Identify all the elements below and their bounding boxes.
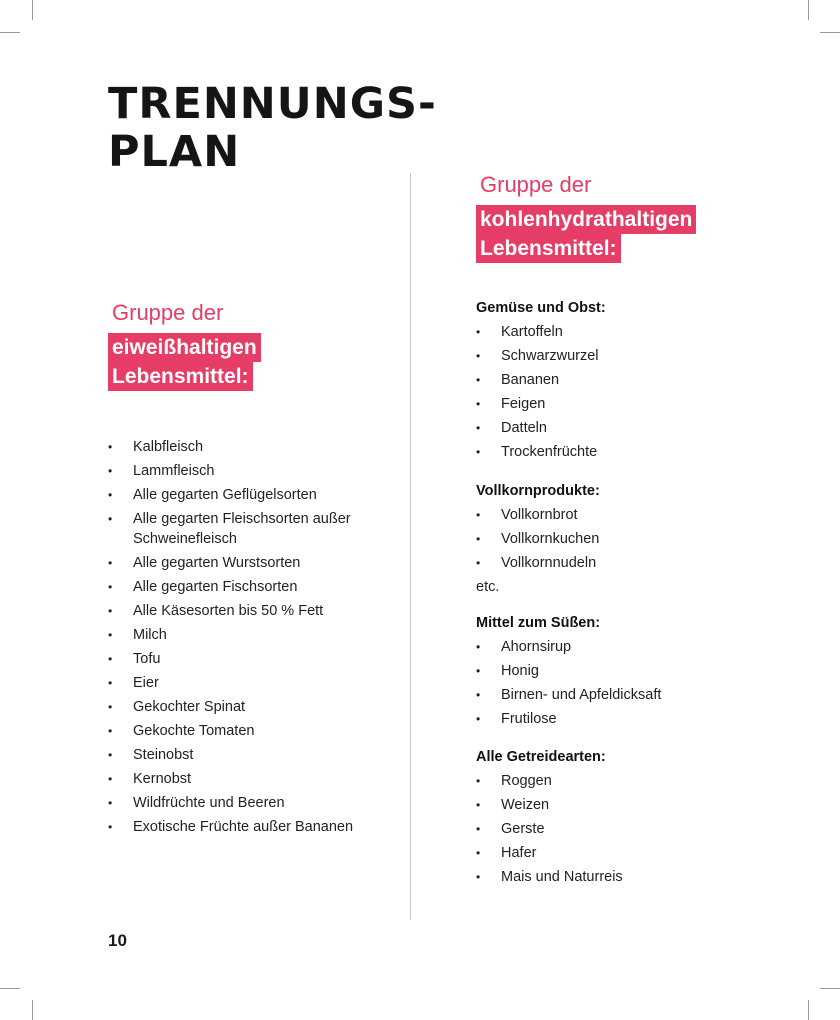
list-item (108, 649, 398, 669)
bullet-icon: • (476, 349, 481, 363)
list-item-text: Kartoffeln (501, 324, 563, 340)
bullet-icon: • (108, 748, 113, 762)
section-title: Vollkornprodukte: (476, 483, 600, 499)
list-item-text: Weizen (501, 797, 550, 813)
list-item-text: Wildfrüchte und Beeren (133, 795, 285, 811)
bullet-icon: • (108, 820, 113, 834)
list-item (108, 769, 398, 789)
section-list (476, 771, 623, 887)
list-item (476, 771, 623, 791)
carb-group-highlight-1: kohlenhydrathaltigen (476, 205, 696, 234)
bullet-icon: • (476, 508, 481, 522)
list-item-text: Trockenfrüchte (501, 444, 598, 460)
crop-mark-right-bottom (820, 988, 840, 989)
crop-mark-left-top (0, 32, 20, 33)
list-item (108, 745, 398, 765)
list-item-text: Eier (133, 675, 159, 691)
list-item (108, 721, 398, 741)
bullet-icon: • (108, 700, 113, 714)
section-wholegrain (476, 481, 600, 597)
list-item-text: Exotische Früchte außer Bananen (133, 819, 354, 835)
bullet-icon: • (476, 774, 481, 788)
crop-mark-top-right (808, 0, 809, 20)
list-item (476, 709, 661, 729)
bullet-icon: • (476, 421, 481, 435)
bullet-icon: • (108, 676, 113, 690)
bullet-icon: • (108, 772, 113, 786)
page-number: 10 (108, 931, 127, 950)
title-line-1: TRENNUNGS- (108, 79, 437, 129)
list-item-text: Schwarzwurzel (501, 348, 599, 364)
section-note: etc. (476, 579, 500, 595)
list-item-text: Gekochter Spinat (133, 699, 246, 715)
bullet-icon: • (476, 640, 481, 654)
bullet-icon: • (476, 846, 481, 860)
list-item (476, 685, 661, 705)
list-item (108, 625, 398, 645)
list-item (476, 795, 623, 815)
bullet-icon: • (476, 798, 481, 812)
section-list (476, 505, 600, 573)
bullet-icon: • (476, 556, 481, 570)
list-item-text: Ahornsirup (501, 639, 572, 655)
bullet-icon: • (108, 488, 113, 502)
bullet-icon: • (108, 604, 113, 618)
list-item (476, 867, 623, 887)
list-item-text: Alle gegarten Wurstsorten (133, 555, 301, 571)
list-item-text: Alle gegarten Geflügelsorten (133, 487, 317, 503)
bullet-icon: • (476, 325, 481, 339)
carb-group-prefix: Gruppe der (480, 172, 592, 197)
list-item (476, 843, 623, 863)
list-item-text: Gekochte Tomaten (133, 723, 255, 739)
list-item-text: Kernobst (133, 771, 192, 787)
list-item-text: Steinobst (133, 747, 194, 763)
bullet-icon: • (476, 664, 481, 678)
protein-group-prefix: Gruppe der (112, 300, 224, 325)
list-item (476, 322, 606, 342)
title-line-2: PLAN (108, 127, 241, 177)
list-item (108, 793, 398, 813)
list-item (476, 394, 606, 414)
list-item-text: Alle Käsesorten bis 50 % Fett (133, 603, 324, 619)
protein-group-heading (108, 300, 261, 391)
list-item-text: Datteln (501, 420, 547, 436)
page-title (108, 80, 437, 176)
list-item (108, 697, 398, 717)
bullet-icon: • (476, 870, 481, 884)
list-item (108, 673, 398, 693)
protein-group-highlight-1: eiweißhaltigen (108, 333, 261, 362)
crop-mark-bottom-right (808, 1000, 809, 1020)
bullet-icon: • (108, 512, 113, 526)
crop-mark-bottom-left (32, 1000, 33, 1020)
section-grains (476, 747, 623, 891)
list-item-text: Kalbfleisch (133, 439, 204, 455)
list-item (476, 661, 661, 681)
bullet-icon: • (108, 556, 113, 570)
list-item (108, 817, 398, 837)
crop-mark-right-top (820, 32, 840, 33)
section-title: Gemüse und Obst: (476, 300, 606, 316)
list-item (476, 553, 600, 573)
list-item-text: Lammfleisch (133, 463, 215, 479)
list-item (476, 505, 600, 525)
section-list (476, 322, 606, 462)
list-item (476, 346, 606, 366)
crop-mark-top-left (32, 0, 33, 20)
column-divider (410, 173, 411, 920)
list-item-text: Roggen (501, 773, 552, 789)
bullet-icon: • (108, 796, 113, 810)
crop-mark-left-bottom (0, 988, 20, 989)
protein-food-list (108, 437, 398, 841)
list-item-text: Vollkornnudeln (501, 555, 597, 571)
list-item-text: Alle gegarten Fleischsorten außer Schweinefleisch (133, 511, 351, 547)
list-item (476, 529, 600, 549)
list-item-text: Feigen (501, 396, 546, 412)
bullet-icon: • (108, 652, 113, 666)
bullet-icon: • (476, 373, 481, 387)
bullet-icon: • (108, 464, 113, 478)
list-item-text: Gerste (501, 821, 545, 837)
list-item (476, 442, 606, 462)
bullet-icon: • (108, 628, 113, 642)
section-list (476, 637, 661, 729)
section-sweeteners (476, 613, 661, 733)
carb-group-highlight-2: Lebensmittel: (476, 234, 621, 263)
bullet-icon: • (476, 688, 481, 702)
protein-group-highlight-2: Lebensmittel: (108, 362, 253, 391)
list-item (476, 370, 606, 390)
section-title: Alle Getreidearten: (476, 749, 606, 765)
bullet-icon: • (476, 445, 481, 459)
list-item (476, 418, 606, 438)
list-item (108, 461, 398, 481)
list-item-text: Milch (133, 627, 167, 643)
carb-group-heading (476, 172, 696, 263)
bullet-icon: • (476, 822, 481, 836)
bullet-icon: • (108, 580, 113, 594)
list-item (108, 601, 398, 621)
section-vegetables-fruit (476, 298, 606, 466)
list-item-text: Vollkornkuchen (501, 531, 600, 547)
list-item-text: Mais und Naturreis (501, 869, 623, 885)
list-item (476, 819, 623, 839)
bullet-icon: • (108, 724, 113, 738)
list-item-text: Honig (501, 663, 539, 679)
list-item-text: Frutilose (501, 711, 557, 727)
list-item-text: Hafer (501, 845, 537, 861)
section-title: Mittel zum Süßen: (476, 615, 601, 631)
bullet-icon: • (476, 712, 481, 726)
bullet-icon: • (108, 440, 113, 454)
bullet-icon: • (476, 397, 481, 411)
list-item (108, 485, 398, 505)
list-item (108, 437, 398, 457)
list-item-text: Tofu (133, 651, 161, 667)
list-item (476, 637, 661, 657)
list-item (108, 577, 398, 597)
list-item (108, 553, 398, 573)
list-item-text: Alle gegarten Fischsorten (133, 579, 298, 595)
bullet-icon: • (476, 532, 481, 546)
list-item-text: Bananen (501, 372, 560, 388)
list-item-text: Vollkornbrot (501, 507, 578, 523)
list-item (108, 509, 398, 549)
list-item-text: Birnen- und Apfeldicksaft (501, 687, 662, 703)
